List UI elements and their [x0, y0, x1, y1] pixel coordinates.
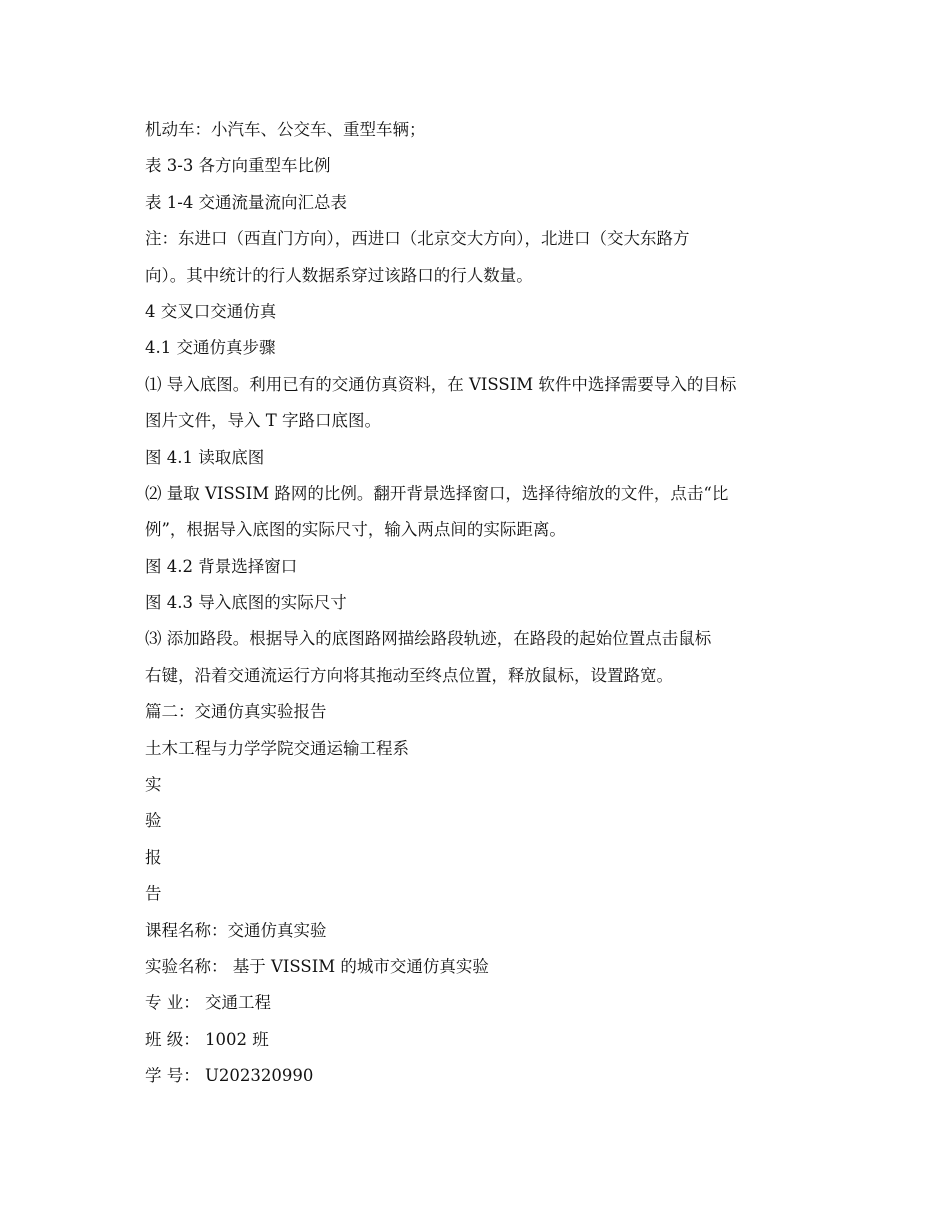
text-line-table-1-4: 表 1-4 交通流量流向汇总表 [145, 192, 348, 212]
report-title-char-3: 报 [145, 847, 162, 867]
step-2-line-1: ⑵ 量取 VISSIM 路网的比例。翻开背景选择窗口，选择待缩放的文件，点击“比 [145, 483, 729, 503]
report-title-char-2: 验 [145, 811, 162, 831]
step-2-line-2: 例”，根据导入底图的实际尺寸，输入两点间的实际距离。 [145, 520, 566, 540]
text-line-table-3-3: 表 3-3 各方向重型车比例 [145, 156, 331, 176]
figure-caption-4-3: 图 4.3 导入底图的实际尺寸 [145, 593, 347, 613]
class-field: 班 级： 1002 班 [145, 1029, 269, 1049]
part-two-title: 篇二：交通仿真实验报告 [145, 702, 327, 722]
figure-caption-4-1: 图 4.1 读取底图 [145, 447, 265, 467]
step-3-line-1: ⑶ 添加路段。根据导入的底图路网描绘路段轨迹，在路段的起始位置点击鼠标 [145, 629, 712, 649]
step-1-line-2: 图片文件，导入 T 字路口底图。 [145, 411, 381, 431]
course-name-field: 课程名称：交通仿真实验 [145, 920, 327, 940]
experiment-name-field: 实验名称： 基于 VISSIM 的城市交通仿真实验 [145, 956, 489, 976]
report-title-char-1: 实 [145, 775, 162, 795]
section-heading-4-1: 4.1 交通仿真步骤 [145, 338, 276, 358]
major-field: 专 业： 交通工程 [145, 993, 271, 1013]
figure-caption-4-2: 图 4.2 背景选择窗口 [145, 556, 298, 576]
document-body [145, 116, 825, 1099]
text-line-vehicles: 机动车：小汽车、公交车、重型车辆； [145, 120, 426, 139]
department-name: 土木工程与力学学院交通运输工程系 [145, 738, 409, 758]
report-title-char-4: 告 [145, 884, 162, 904]
step-3-line-2: 右键，沿着交通流运行方向将其拖动至终点位置，释放鼠标，设置路宽。 [145, 665, 673, 685]
step-1-line-1: ⑴ 导入底图。利用已有的交通仿真资料，在 VISSIM 软件中选择需要导入的目标 [145, 374, 737, 394]
text-line-note-2: 向）。其中统计的行人数据系穿过该路口的行人数量。 [145, 265, 533, 285]
student-id-field: 学 号： U202320990 [145, 1066, 314, 1086]
text-line-note-1: 注：东进口（西直门方向），西进口（北京交大方向），北进口（交大东路方 [145, 229, 690, 249]
section-heading-4: 4 交叉口交通仿真 [145, 301, 277, 321]
